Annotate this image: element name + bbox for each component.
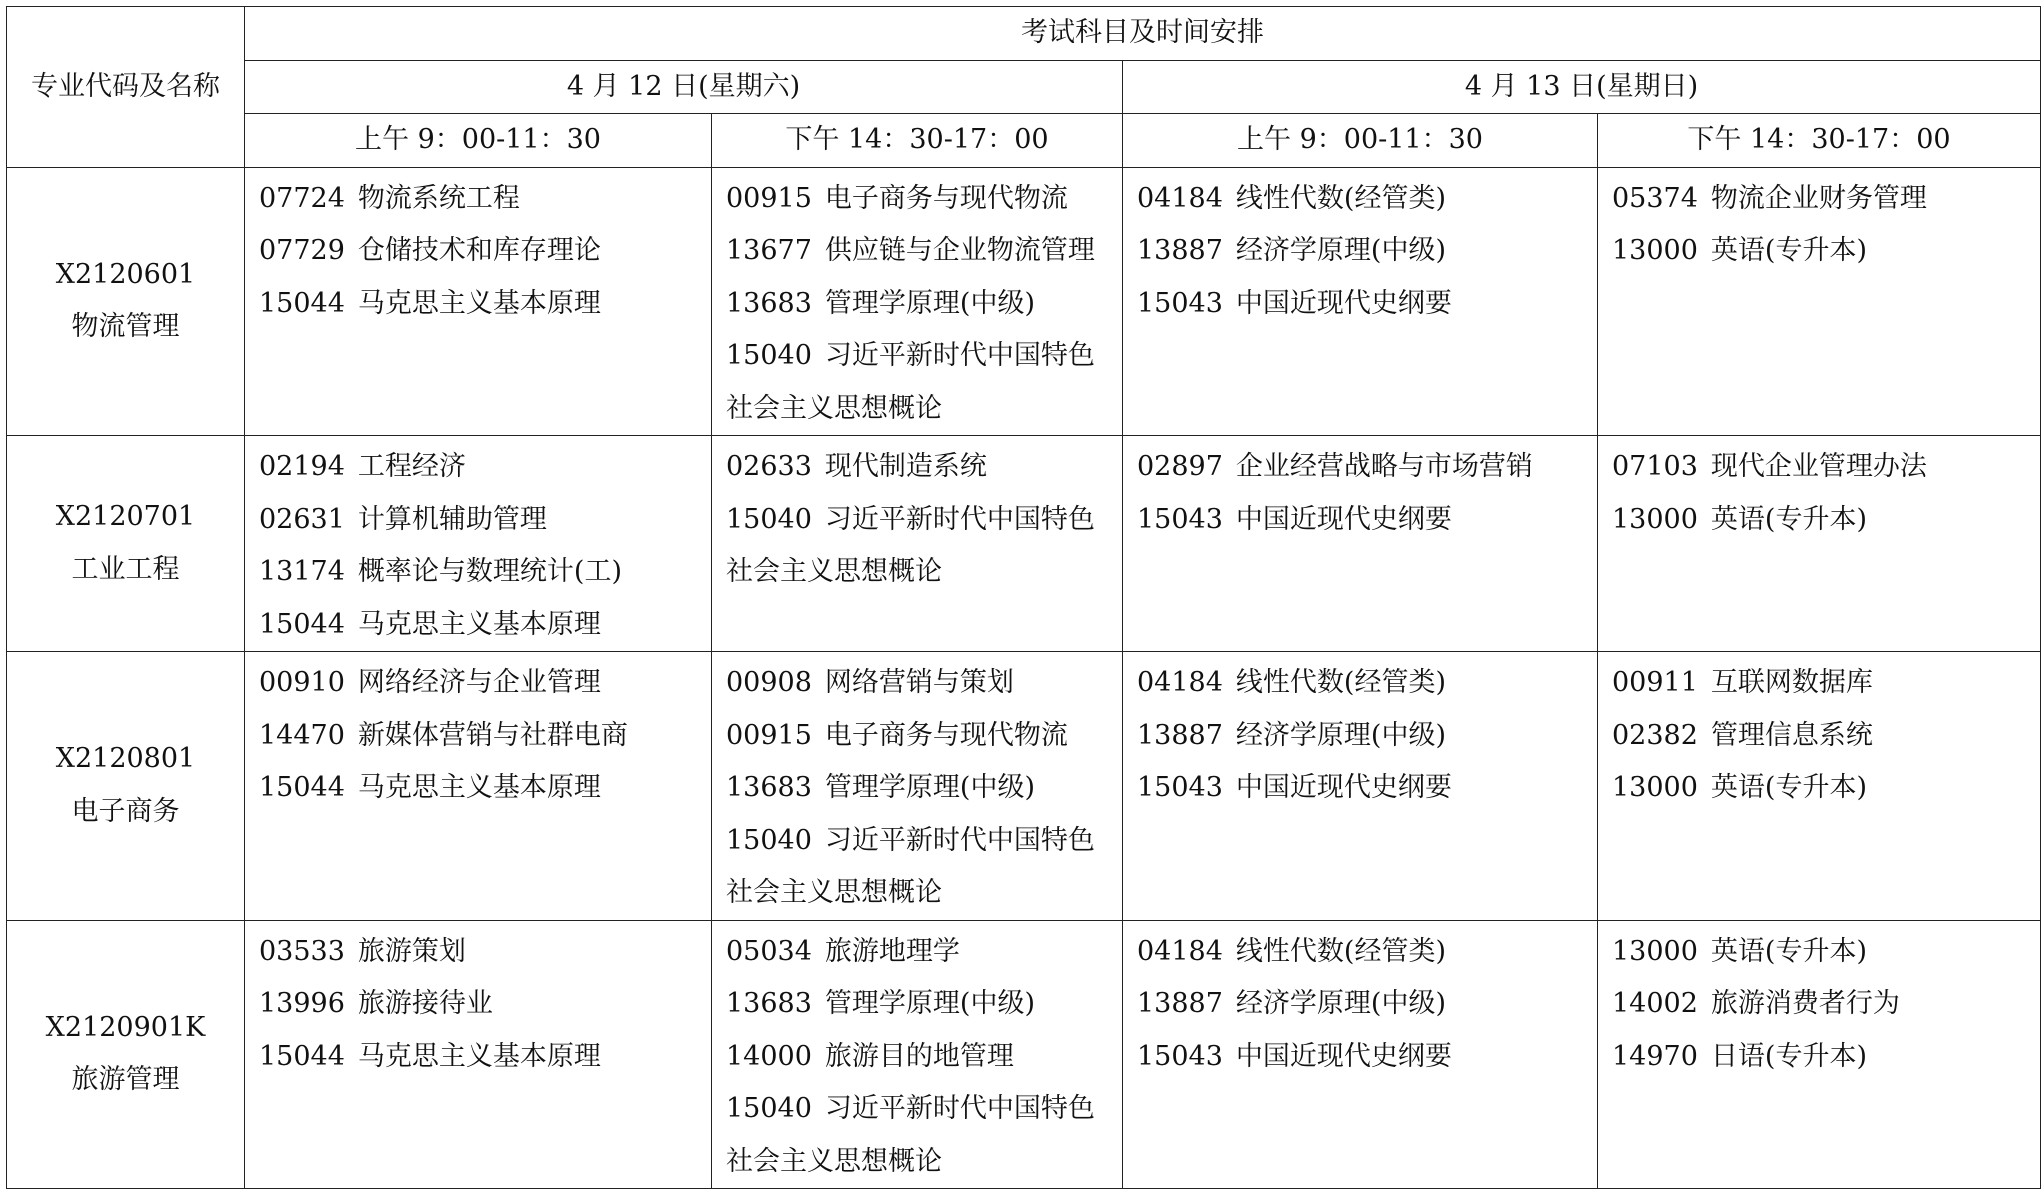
subject-name: 马克思主义基本原理: [357, 1040, 601, 1072]
subject-cell: [712, 652, 1123, 921]
major-code: X2120701: [55, 501, 196, 532]
corner-header: 专业代码及名称: [7, 7, 245, 168]
subject-code: 02382: [1612, 719, 1698, 751]
subject-name: 英语(专升本): [1710, 503, 1867, 535]
subject-item: [726, 278, 1110, 331]
table-row: [7, 920, 2041, 1189]
subject-code: 00910: [259, 667, 345, 698]
main-header: 考试科目及时间安排: [245, 7, 2041, 61]
exam-schedule-sheet: [6, 6, 2041, 1189]
subject-item: [1137, 978, 1585, 1031]
subject-name: 英语(专升本): [1710, 772, 1867, 803]
subject-item: [1137, 494, 1585, 547]
subject-name: 日语(专升本): [1710, 1040, 1867, 1072]
major-name: 旅游管理: [71, 1064, 180, 1096]
subject-item: [726, 441, 1110, 494]
subject-item: [1137, 762, 1585, 815]
subject-item: [1612, 225, 2028, 278]
subject-code: 13683: [726, 988, 812, 1019]
subject-name: 仓储技术和库存理论: [357, 235, 601, 266]
subject-item: [259, 441, 699, 494]
subject-item: [726, 330, 1110, 435]
subject-code: 07729: [259, 235, 345, 266]
subject-code: 15044: [259, 608, 345, 640]
subject-name: 英语(专升本): [1710, 935, 1867, 967]
subject-name: 管理学原理(中级): [824, 287, 1035, 319]
subject-item: [1612, 978, 2028, 1031]
subject-item: [1137, 173, 1585, 226]
subject-cell: [1123, 436, 1598, 652]
session-header: 下午 14：30-17：00: [712, 114, 1123, 168]
subject-code: 13683: [726, 772, 812, 803]
subject-code: 15044: [259, 287, 345, 319]
exam-schedule-table: [6, 6, 2041, 1189]
subject-name: 习近平新时代中国特色社会主义思想概论: [726, 340, 1095, 424]
subject-item: [259, 762, 699, 815]
subject-item: [1612, 494, 2028, 547]
subject-code: 14002: [1612, 988, 1698, 1019]
subject-name: 线性代数(经管类): [1235, 667, 1446, 698]
subject-name: 英语(专升本): [1710, 235, 1867, 266]
subject-code: 00908: [726, 667, 812, 698]
subject-code: 14470: [259, 719, 345, 751]
subject-name: 供应链与企业物流管理: [824, 235, 1095, 266]
subject-item: [726, 657, 1110, 710]
subject-name: 管理学原理(中级): [824, 988, 1035, 1019]
major-cell: [7, 436, 245, 652]
subject-name: 互联网数据库: [1710, 667, 1873, 698]
subject-name: 线性代数(经管类): [1235, 935, 1446, 967]
subject-name: 工程经济: [357, 451, 466, 482]
subject-code: 13887: [1137, 235, 1223, 266]
subject-item: [1137, 1031, 1585, 1084]
day-header: 4 月 13 日(星期日): [1123, 60, 2041, 114]
subject-item: [1612, 441, 2028, 494]
subject-code: 02631: [259, 503, 345, 535]
subject-code: 00911: [1612, 667, 1698, 698]
subject-code: 15040: [726, 824, 812, 856]
major-code: X2120901K: [45, 1011, 206, 1043]
header-row-sessions: [7, 114, 2041, 168]
subject-code: 14970: [1612, 1040, 1698, 1072]
subject-cell: [1123, 652, 1598, 921]
subject-item: [726, 1031, 1110, 1084]
subject-name: 旅游接待业: [357, 988, 493, 1019]
subject-cell: [1598, 436, 2041, 652]
subject-name: 旅游目的地管理: [824, 1040, 1014, 1072]
subject-code: 02194: [259, 451, 345, 482]
subject-code: 13683: [726, 287, 812, 319]
subject-code: 15043: [1137, 503, 1223, 535]
subject-code: 13996: [259, 988, 345, 1019]
subject-cell: [712, 920, 1123, 1189]
subject-cell: [712, 436, 1123, 652]
subject-name: 马克思主义基本原理: [357, 608, 601, 640]
subject-code: 15043: [1137, 287, 1223, 319]
subject-code: 04184: [1137, 667, 1223, 698]
subject-code: 15040: [726, 503, 812, 535]
subject-item: [259, 173, 699, 226]
subject-item: [259, 225, 699, 278]
subject-item: [1612, 710, 2028, 763]
subject-name: 企业经营战略与市场营销: [1235, 451, 1533, 482]
subject-item: [1612, 1031, 2028, 1084]
subject-cell: [1598, 167, 2041, 436]
header-row-title: [7, 7, 2041, 61]
day-header: 4 月 12 日(星期六): [245, 60, 1123, 114]
subject-name: 经济学原理(中级): [1235, 719, 1446, 751]
subject-name: 物流企业财务管理: [1710, 182, 1927, 214]
subject-item: [259, 494, 699, 547]
subject-name: 网络经济与企业管理: [357, 667, 601, 698]
subject-name: 中国近现代史纲要: [1235, 287, 1452, 319]
subject-item: [259, 926, 699, 979]
subject-code: 13000: [1612, 772, 1698, 803]
subject-cell: [1598, 920, 2041, 1189]
subject-code: 02633: [726, 451, 812, 482]
subject-item: [259, 278, 699, 331]
subject-code: 13887: [1137, 988, 1223, 1019]
subject-code: 15040: [726, 1093, 812, 1124]
subject-item: [1137, 441, 1585, 494]
major-cell: [7, 920, 245, 1189]
subject-code: 13174: [259, 556, 345, 587]
subject-name: 管理学原理(中级): [824, 772, 1035, 803]
subject-item: [1137, 657, 1585, 710]
subject-cell: [1123, 167, 1598, 436]
subject-item: [726, 494, 1110, 599]
session-header: 上午 9：00-11：30: [245, 114, 712, 168]
subject-cell: [245, 920, 712, 1189]
subject-cell: [245, 167, 712, 436]
subject-code: 07103: [1612, 451, 1698, 482]
subject-item: [259, 1031, 699, 1084]
subject-name: 物流系统工程: [357, 182, 520, 214]
subject-name: 新媒体营销与社群电商: [357, 719, 628, 751]
major-name: 电子商务: [71, 795, 180, 827]
subject-item: [726, 926, 1110, 979]
major-name: 物流管理: [71, 311, 180, 343]
subject-item: [726, 173, 1110, 226]
subject-name: 网络营销与策划: [824, 667, 1014, 698]
subject-cell: [245, 652, 712, 921]
subject-code: 03533: [259, 935, 345, 967]
subject-item: [1612, 657, 2028, 710]
subject-name: 习近平新时代中国特色社会主义思想概论: [726, 824, 1095, 908]
subject-name: 现代企业管理办法: [1710, 451, 1927, 482]
subject-item: [726, 225, 1110, 278]
subject-item: [726, 762, 1110, 815]
subject-name: 电子商务与现代物流: [824, 719, 1068, 751]
subject-name: 旅游地理学: [824, 935, 960, 967]
subject-item: [726, 710, 1110, 763]
subject-item: [259, 657, 699, 710]
subject-name: 经济学原理(中级): [1235, 235, 1446, 266]
subject-name: 马克思主义基本原理: [357, 287, 601, 319]
subject-name: 管理信息系统: [1710, 719, 1873, 751]
subject-name: 计算机辅助管理: [357, 503, 547, 535]
subject-name: 习近平新时代中国特色社会主义思想概论: [726, 1093, 1095, 1177]
major-code: X2120601: [55, 258, 196, 290]
session-header: 下午 14：30-17：00: [1598, 114, 2041, 168]
subject-name: 现代制造系统: [824, 451, 987, 482]
subject-code: 14000: [726, 1040, 812, 1072]
subject-code: 13677: [726, 235, 812, 266]
subject-name: 线性代数(经管类): [1235, 182, 1446, 214]
subject-item: [1137, 926, 1585, 979]
subject-item: [726, 1083, 1110, 1188]
subject-cell: [1598, 652, 2041, 921]
subject-code: 13887: [1137, 719, 1223, 751]
major-code: X2120801: [55, 743, 196, 775]
subject-code: 04184: [1137, 182, 1223, 214]
subject-code: 15043: [1137, 772, 1223, 803]
subject-name: 习近平新时代中国特色社会主义思想概论: [726, 503, 1095, 587]
subject-name: 经济学原理(中级): [1235, 988, 1446, 1019]
subject-item: [1612, 926, 2028, 979]
subject-name: 马克思主义基本原理: [357, 772, 601, 803]
major-cell: [7, 652, 245, 921]
subject-code: 05374: [1612, 182, 1698, 214]
subject-name: 中国近现代史纲要: [1235, 772, 1452, 803]
subject-code: 00915: [726, 719, 812, 751]
subject-name: 旅游消费者行为: [1710, 988, 1900, 1019]
subject-item: [1612, 173, 2028, 226]
subject-code: 04184: [1137, 935, 1223, 967]
subject-item: [1137, 278, 1585, 331]
subject-name: 中国近现代史纲要: [1235, 503, 1452, 535]
subject-item: [259, 978, 699, 1031]
subject-code: 15043: [1137, 1040, 1223, 1072]
subject-cell: [1123, 920, 1598, 1189]
subject-item: [1612, 762, 2028, 815]
subject-code: 00915: [726, 182, 812, 214]
subject-item: [726, 815, 1110, 920]
subject-name: 概率论与数理统计(工): [357, 556, 622, 587]
subject-code: 15040: [726, 340, 812, 371]
subject-code: 15044: [259, 1040, 345, 1072]
subject-cell: [712, 167, 1123, 436]
table-row: [7, 167, 2041, 436]
subject-code: 13000: [1612, 503, 1698, 535]
subject-code: 07724: [259, 182, 345, 214]
subject-code: 02897: [1137, 451, 1223, 482]
subject-code: 13000: [1612, 235, 1698, 266]
subject-item: [259, 710, 699, 763]
major-name: 工业工程: [71, 553, 180, 585]
header-row-days: [7, 60, 2041, 114]
major-cell: [7, 167, 245, 436]
subject-code: 13000: [1612, 935, 1698, 967]
subject-name: 旅游策划: [357, 935, 466, 967]
subject-code: 05034: [726, 935, 812, 967]
subject-item: [1137, 710, 1585, 763]
subject-name: 中国近现代史纲要: [1235, 1040, 1452, 1072]
subject-item: [726, 978, 1110, 1031]
subject-cell: [245, 436, 712, 652]
subject-code: 15044: [259, 772, 345, 803]
table-row: [7, 436, 2041, 652]
subject-item: [259, 546, 699, 599]
subject-item: [1137, 225, 1585, 278]
subject-name: 电子商务与现代物流: [824, 182, 1068, 214]
subject-item: [259, 599, 699, 652]
table-row: [7, 652, 2041, 921]
session-header: 上午 9：00-11：30: [1123, 114, 1598, 168]
